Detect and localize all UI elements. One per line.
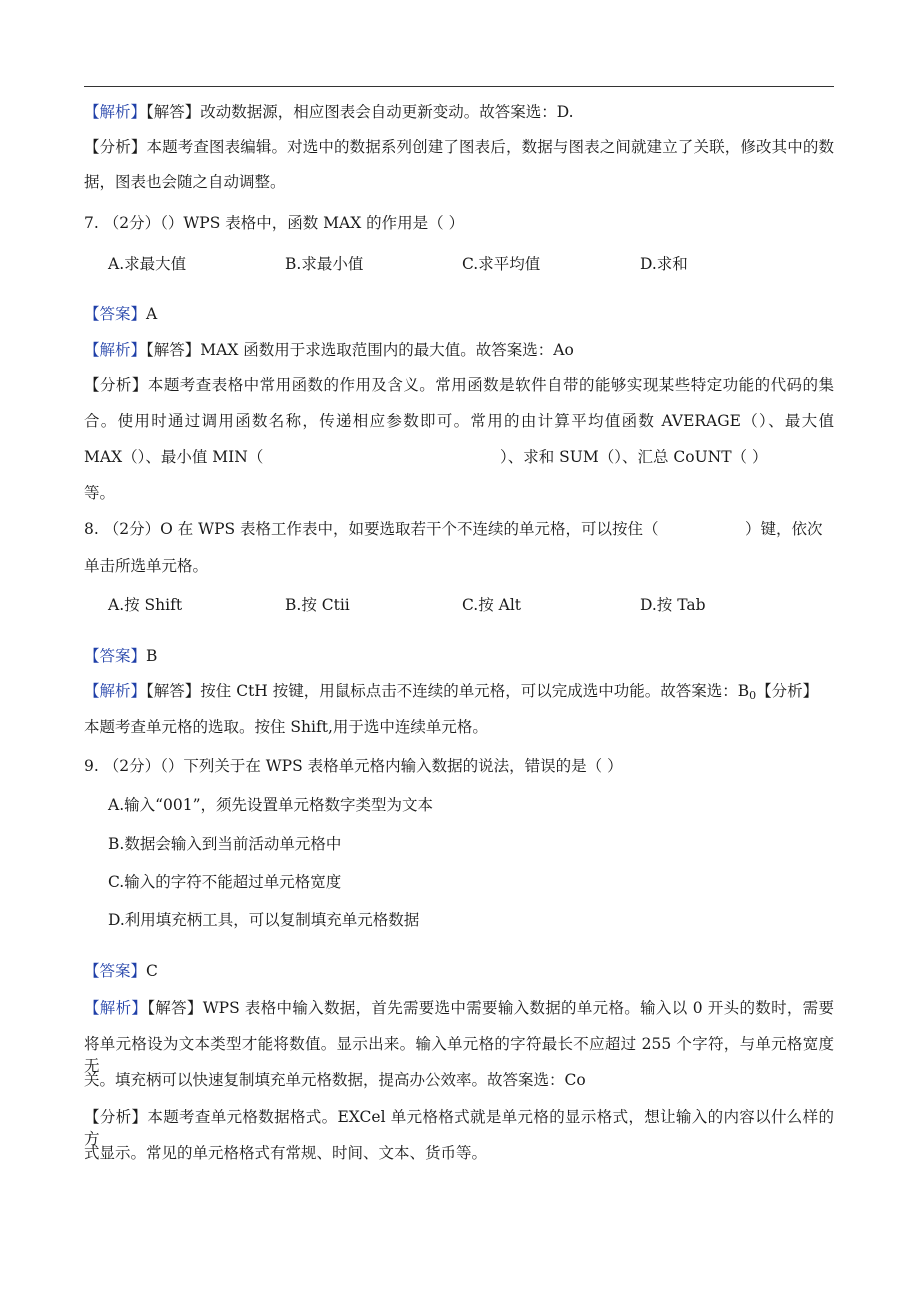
- q8-option-a: A.按 Shift: [108, 596, 183, 614]
- question-8: 8. （2分）O 在 WPS 表格工作表中，如要选取若干个不连续的单元格，可以按住（: [84, 520, 659, 538]
- q7-option-a: A.求最大值: [108, 255, 187, 273]
- question-8-tail: ）键，依次: [745, 520, 823, 538]
- review-7-cont: 合。使用时通过调用函数名称，传递相应参数即可。常用的由计算平均值函数 AVERAGE（）、最大值: [84, 412, 834, 430]
- review-8: 本题考查单元格的选取。按住 Shift,用于选中连续单元格。: [84, 718, 488, 736]
- review-9: 【分析】本题考查单元格数据格式。EXCel 单元格格式就是单元格的显示格式，想让输入的内容以什么样的方: [84, 1108, 834, 1148]
- q8-option-b: B.按 Ctii: [285, 596, 350, 614]
- question-7: 7. （2分）（）WPS 表格中，函数 MAX 的作用是（ ）: [84, 214, 465, 232]
- analysis-7: 【解析】【解答】MAX 函数用于求选取范围内的最大值。故答案选：Ao: [84, 341, 574, 359]
- q7-option-b: B.求最小值: [285, 255, 364, 273]
- question-9: 9. （2分）（）下列关于在 WPS 表格单元格内输入数据的说法，错误的是（ ）: [84, 757, 623, 775]
- q7-option-c: C.求平均值: [462, 255, 541, 273]
- answer-9: 【答案】C: [84, 962, 158, 980]
- review-7-cont-2a: MAX（）、最小值 MIN（: [84, 448, 264, 466]
- q9-option-b: B.数据会输入到当前活动单元格中: [108, 835, 342, 853]
- review-line-cont: 据，图表也会随之自动调整。: [84, 173, 286, 191]
- q9-option-d: D.利用填充柄工具，可以复制填充单元格数据: [108, 911, 420, 929]
- question-8-cont: 单击所选单元格。: [84, 557, 209, 575]
- analysis-9: 【解析】【解答】WPS 表格中输入数据，首先需要选中需要输入数据的单元格。输入以 0 开头的数时，需要: [84, 999, 834, 1017]
- answer-8: 【答案】B: [84, 647, 158, 665]
- review-7-cont-2b: ）、求和 SUM（）、汇总 CoUNT（ ）: [500, 448, 768, 466]
- review-line: 【分析】本题考查图表编辑。对选中的数据系列创建了图表后，数据与图表之间就建立了关联，修改其中的数: [84, 138, 834, 156]
- header-rule: [84, 86, 834, 87]
- review-9-cont: 式显示。常见的单元格格式有常规、时间、文本、货币等。: [84, 1144, 488, 1162]
- q8-option-d: D.按 Tab: [640, 596, 706, 614]
- q9-option-c: C.输入的字符不能超过单元格宽度: [108, 873, 342, 891]
- q9-option-a: A.输入“001”，须先设置单元格数字类型为文本: [108, 796, 434, 814]
- answer-7: 【答案】A: [84, 305, 158, 323]
- analysis-line: 【解析】【解答】改动数据源，相应图表会自动更新变动。故答案选：D.: [84, 103, 574, 121]
- review-7: 【分析】本题考查表格中常用函数的作用及含义。常用函数是软件自带的能够实现某些特定功能的代码的集: [84, 376, 834, 394]
- q8-option-c: C.按 Alt: [462, 596, 522, 614]
- analysis-9-end: 关。填充柄可以快速复制填充单元格数据，提高办公效率。故答案选：Co: [84, 1071, 586, 1089]
- analysis-9-cont: 将单元格设为文本类型才能将数值。显示出来。输入单元格的字符最长不应超过 255 个字符，与单元格宽度无: [84, 1035, 834, 1075]
- analysis-8: 【解析】【解答】按住 CtH 按键，用鼠标点击不连续的单元格，可以完成选中功能。故答案选：$B_0$【分析】: [84, 682, 819, 702]
- review-7-end: 等。: [84, 484, 116, 502]
- q7-option-d: D.求和: [640, 255, 688, 273]
